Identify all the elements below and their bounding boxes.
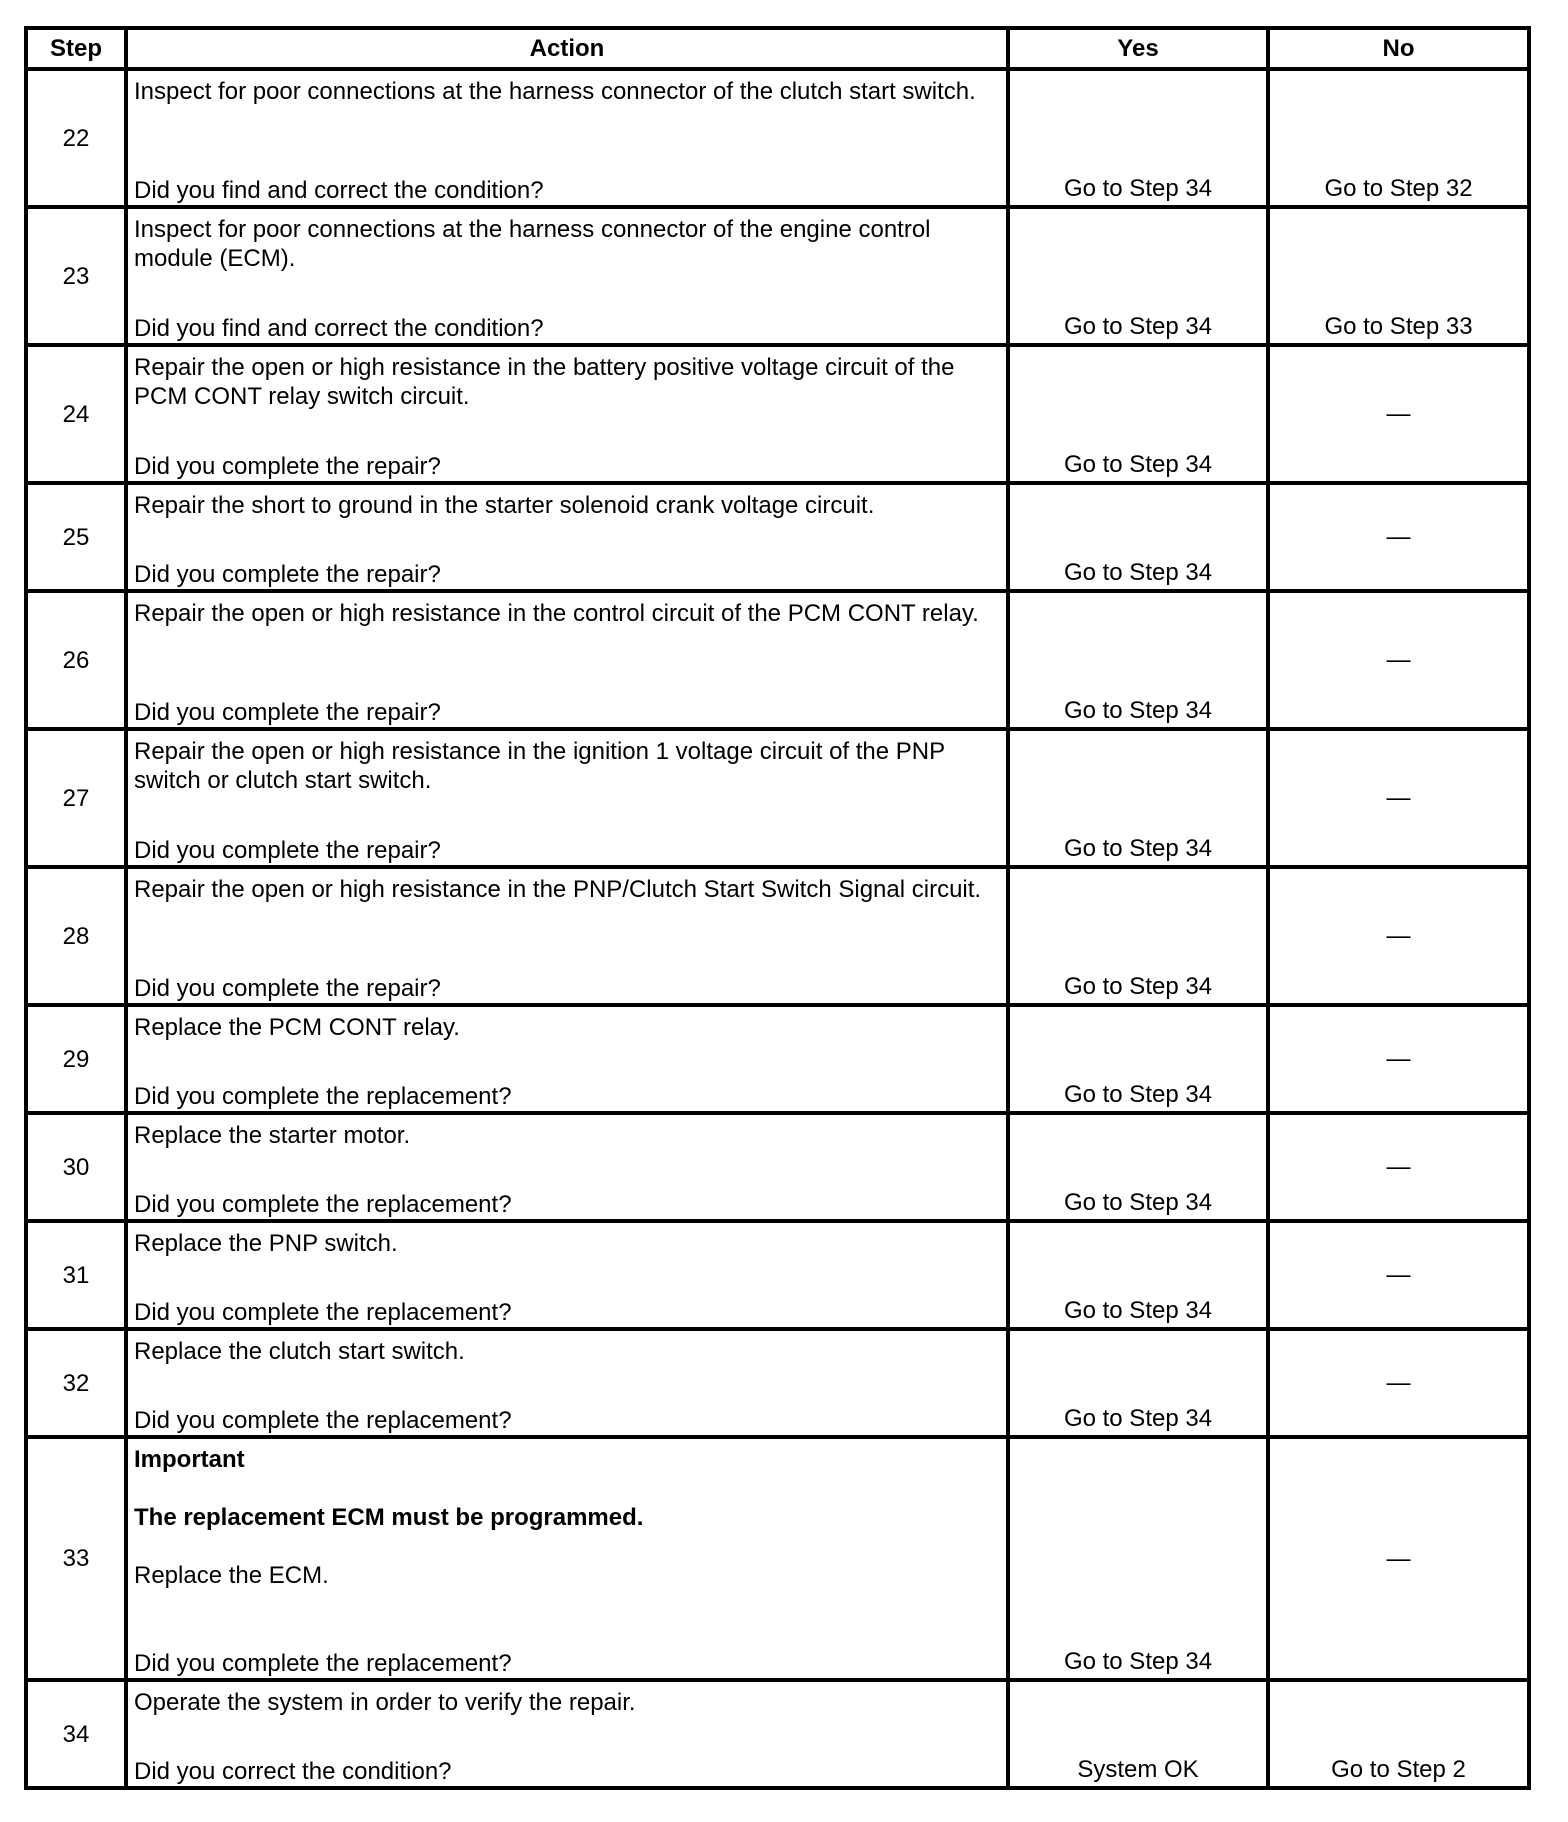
action-cell bbox=[126, 867, 1008, 1005]
yes-result: Go to Step 34 bbox=[1063, 451, 1213, 478]
yes-cell bbox=[1008, 483, 1268, 591]
yes-cell bbox=[1008, 345, 1268, 483]
no-cell bbox=[1268, 729, 1529, 867]
yes-cell bbox=[1008, 1005, 1268, 1113]
action-cell bbox=[126, 69, 1008, 207]
action-question: Did you complete the replacement? bbox=[134, 1299, 512, 1326]
action-cell bbox=[126, 207, 1008, 345]
yes-cell bbox=[1008, 729, 1268, 867]
action-cell bbox=[126, 591, 1008, 729]
action-question: Did you complete the repair? bbox=[134, 453, 441, 480]
action-instructions bbox=[134, 1337, 1000, 1366]
step-number: 25 bbox=[26, 483, 126, 591]
action-instructions bbox=[134, 215, 1000, 273]
yes-cell bbox=[1008, 1329, 1268, 1437]
step-number: 33 bbox=[26, 1437, 126, 1680]
no-result: — bbox=[1386, 646, 1411, 674]
no-result: — bbox=[1386, 1153, 1411, 1181]
no-cell bbox=[1268, 207, 1529, 345]
action-instructions bbox=[134, 1688, 1000, 1717]
no-result: Go to Step 32 bbox=[1324, 175, 1473, 202]
no-cell bbox=[1268, 1437, 1529, 1680]
no-cell bbox=[1268, 483, 1529, 591]
yes-cell bbox=[1008, 1113, 1268, 1221]
action-question: Did you complete the repair? bbox=[134, 561, 441, 588]
step-number: 29 bbox=[26, 1005, 126, 1113]
yes-result: Go to Step 34 bbox=[1063, 835, 1213, 862]
action-cell bbox=[126, 1221, 1008, 1329]
yes-cell bbox=[1008, 591, 1268, 729]
no-cell bbox=[1268, 1113, 1529, 1221]
yes-result: Go to Step 34 bbox=[1063, 1297, 1213, 1324]
yes-result: Go to Step 34 bbox=[1063, 973, 1213, 1000]
action-cell bbox=[126, 1329, 1008, 1437]
instruction-text: Repair the open or high resistance in the ignition 1 voltage circuit of the PNP switch or clutch start switch. bbox=[134, 738, 945, 794]
table-row bbox=[26, 483, 1529, 591]
no-result: Go to Step 33 bbox=[1324, 313, 1473, 340]
step-number: 30 bbox=[26, 1113, 126, 1221]
action-cell bbox=[126, 1113, 1008, 1221]
step-number: 22 bbox=[26, 69, 126, 207]
diagnostic-table bbox=[24, 26, 1531, 1790]
action-cell bbox=[126, 1680, 1008, 1788]
yes-result: Go to Step 34 bbox=[1063, 313, 1213, 340]
action-instructions bbox=[134, 875, 1000, 904]
action-question: Did you complete the replacement? bbox=[134, 1191, 512, 1218]
yes-cell bbox=[1008, 207, 1268, 345]
instruction-text: Repair the open or high resistance in the control circuit of the PCM CONT relay. bbox=[134, 600, 979, 627]
yes-cell bbox=[1008, 1221, 1268, 1329]
action-instructions bbox=[134, 77, 1000, 106]
action-cell bbox=[126, 1005, 1008, 1113]
action-cell bbox=[126, 729, 1008, 867]
table-row bbox=[26, 1437, 1529, 1680]
yes-result: Go to Step 34 bbox=[1063, 697, 1213, 724]
action-instructions bbox=[134, 491, 1000, 520]
yes-cell bbox=[1008, 1680, 1268, 1788]
action-question: Did you complete the replacement? bbox=[134, 1650, 512, 1677]
yes-result: Go to Step 34 bbox=[1063, 1648, 1213, 1675]
no-result: — bbox=[1386, 1261, 1411, 1289]
step-number: 32 bbox=[26, 1329, 126, 1437]
header-no: No bbox=[1268, 28, 1529, 69]
no-cell bbox=[1268, 1329, 1529, 1437]
table-row bbox=[26, 1221, 1529, 1329]
yes-result: Go to Step 34 bbox=[1063, 1405, 1213, 1432]
instruction-text: Repair the short to ground in the starter solenoid crank voltage circuit. bbox=[134, 492, 875, 519]
yes-result: Go to Step 34 bbox=[1063, 559, 1213, 586]
no-result: — bbox=[1386, 1369, 1411, 1397]
step-number: 34 bbox=[26, 1680, 126, 1788]
action-question: Did you complete the replacement? bbox=[134, 1407, 512, 1434]
action-question: Did you find and correct the condition? bbox=[134, 177, 544, 204]
action-question: Did you correct the condition? bbox=[134, 1758, 452, 1785]
instruction-text: Repair the open or high resistance in the PNP/Clutch Start Switch Signal circuit. bbox=[134, 876, 982, 903]
instruction-text: Replace the PCM CONT relay. bbox=[134, 1014, 460, 1041]
instruction-text: Replace the PNP switch. bbox=[134, 1230, 398, 1257]
step-number: 27 bbox=[26, 729, 126, 867]
table-body bbox=[26, 69, 1529, 1788]
header-step: Step bbox=[26, 28, 126, 69]
action-question: Did you complete the repair? bbox=[134, 975, 441, 1002]
no-result: — bbox=[1386, 922, 1411, 950]
action-instructions bbox=[134, 1013, 1000, 1042]
header-yes: Yes bbox=[1008, 28, 1268, 69]
no-result: Go to Step 2 bbox=[1331, 1756, 1466, 1783]
table-row bbox=[26, 867, 1529, 1005]
instruction-text: Replace the starter motor. bbox=[134, 1122, 411, 1149]
table-row bbox=[26, 345, 1529, 483]
table-row bbox=[26, 207, 1529, 345]
no-cell bbox=[1268, 1005, 1529, 1113]
important-note: The replacement ECM must be programmed. bbox=[134, 1504, 644, 1531]
action-question: Did you complete the replacement? bbox=[134, 1083, 512, 1110]
no-cell bbox=[1268, 69, 1529, 207]
no-cell bbox=[1268, 591, 1529, 729]
yes-result: Go to Step 34 bbox=[1063, 1189, 1213, 1216]
no-result: — bbox=[1386, 1045, 1411, 1073]
table-row bbox=[26, 729, 1529, 867]
action-cell bbox=[126, 1437, 1008, 1680]
action-instructions bbox=[134, 737, 1000, 795]
yes-result: Go to Step 34 bbox=[1063, 175, 1213, 202]
header-action: Action bbox=[126, 28, 1008, 69]
table-row bbox=[26, 1329, 1529, 1437]
action-cell bbox=[126, 345, 1008, 483]
action-question: Did you complete the repair? bbox=[134, 837, 441, 864]
no-cell bbox=[1268, 1680, 1529, 1788]
yes-result: Go to Step 34 bbox=[1063, 1081, 1213, 1108]
step-number: 24 bbox=[26, 345, 126, 483]
instruction-text: Inspect for poor connections at the harness connector of the clutch start switch. bbox=[134, 78, 976, 105]
table-row bbox=[26, 1005, 1529, 1113]
step-number: 23 bbox=[26, 207, 126, 345]
instruction-text: Replace the clutch start switch. bbox=[134, 1338, 465, 1365]
table-row bbox=[26, 1680, 1529, 1788]
no-result: — bbox=[1386, 523, 1411, 551]
action-question: Did you find and correct the condition? bbox=[134, 315, 544, 342]
action-instructions bbox=[134, 353, 1000, 411]
table-row bbox=[26, 69, 1529, 207]
action-cell bbox=[126, 483, 1008, 591]
yes-cell bbox=[1008, 1437, 1268, 1680]
table-row bbox=[26, 591, 1529, 729]
action-instructions bbox=[134, 599, 1000, 628]
action-instructions bbox=[134, 1445, 1000, 1590]
no-result: — bbox=[1386, 784, 1411, 812]
header-row bbox=[26, 28, 1529, 69]
action-instructions bbox=[134, 1121, 1000, 1150]
instruction-text: Inspect for poor connections at the harness connector of the engine control module (ECM). bbox=[134, 216, 931, 272]
action-instructions bbox=[134, 1229, 1000, 1258]
instruction-text: Repair the open or high resistance in the battery positive voltage circuit of the PCM CONT relay switch circuit. bbox=[134, 354, 955, 410]
no-result: — bbox=[1386, 1545, 1411, 1572]
no-cell bbox=[1268, 345, 1529, 483]
yes-cell bbox=[1008, 69, 1268, 207]
instruction-text: Operate the system in order to verify the repair. bbox=[134, 1689, 636, 1716]
action-question: Did you complete the repair? bbox=[134, 699, 441, 726]
no-cell bbox=[1268, 1221, 1529, 1329]
step-number: 26 bbox=[26, 591, 126, 729]
yes-cell bbox=[1008, 867, 1268, 1005]
yes-result: System OK bbox=[1077, 1756, 1199, 1783]
table-row bbox=[26, 1113, 1529, 1221]
no-result: — bbox=[1386, 400, 1411, 428]
important-note: Important bbox=[134, 1446, 245, 1473]
step-number: 28 bbox=[26, 867, 126, 1005]
step-number: 31 bbox=[26, 1221, 126, 1329]
instruction-text: Replace the ECM. bbox=[134, 1562, 329, 1589]
no-cell bbox=[1268, 867, 1529, 1005]
